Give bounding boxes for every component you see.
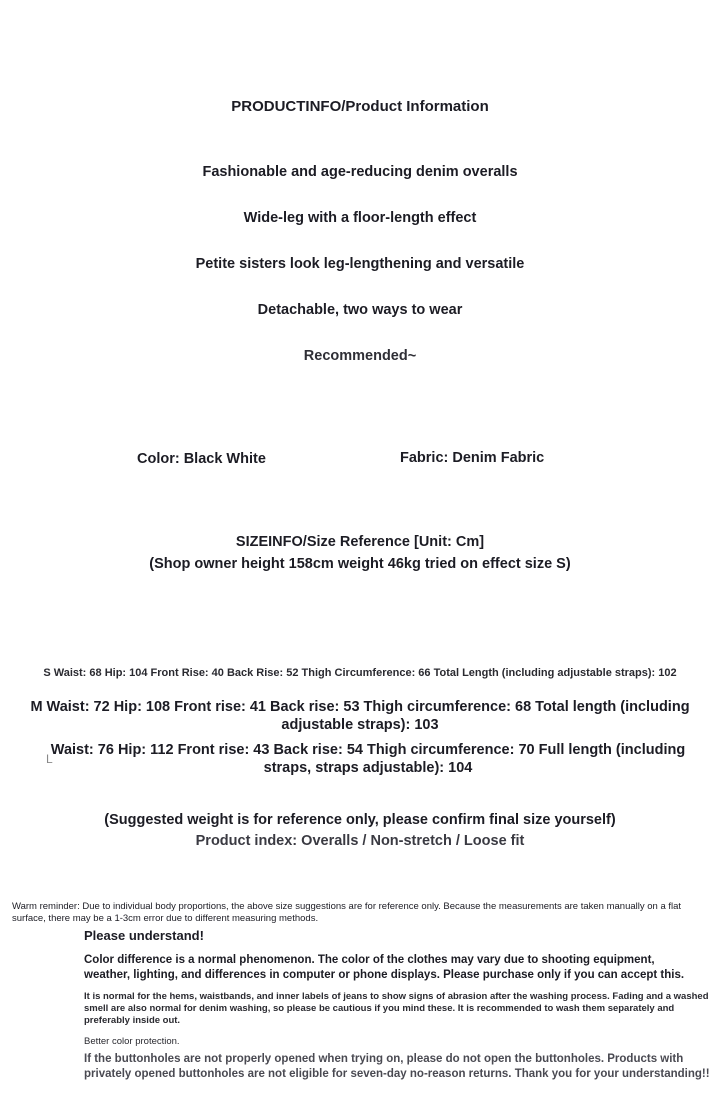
size-s-row: S Waist: 68 Hip: 104 Front Rise: 40 Back Rise: 52 Thigh Circumference: 66 Total Length (including adjustable straps): 102 <box>43 667 677 679</box>
color-info: Color: Black White <box>137 451 266 467</box>
hems-note: It is normal for the hems, waistbands, and inner labels of jeans to show signs of abrasion after the washing process. Fading and a washed smell are also normal for denim washing, so please be cautious if you mind these. It is recommended to wash them separately and preferably inside out. <box>84 991 709 1026</box>
feature-line: Detachable, two ways to wear <box>257 302 463 318</box>
better-color-note: Better color protection. <box>84 1036 180 1047</box>
buttonholes-note: If the buttonholes are not properly opened when trying on, please do not open the buttonholes. Products with privately opened buttonholes are not eligible for seven-day no-reason returns. Thank you for your understanding!! <box>84 1053 710 1080</box>
warm-reminder: Warm reminder: Due to individual body proportions, the above size suggestions are for reference only. Because the measurements are taken manually on a flat surface, there may be a 1-3cm error due to different measuring methods. <box>12 901 682 924</box>
color-difference-note: Color difference is a normal phenomenon. The color of the clothes may vary due to shooting equipment, weather, lighting, and differences in computer or phone displays. Please purchase only if you can accept this. <box>84 954 685 981</box>
size-l-mark: L <box>46 752 53 766</box>
size-suggestion: (Suggested weight is for reference only, please confirm final size yourself) <box>104 812 616 828</box>
size-m-row: M Waist: 72 Hip: 108 Front rise: 41 Back rise: 53 Thigh circumference: 68 Total length (including adjustable straps): 103 <box>30 699 690 733</box>
feature-line: Fashionable and age-reducing denim overalls <box>202 164 518 180</box>
size-info-title: SIZEINFO/Size Reference [Unit: Cm] <box>235 534 485 550</box>
size-l-row: Waist: 76 Hip: 112 Front rise: 43 Back rise: 54 Thigh circumference: 70 Full length (including straps, straps adjustable): 104 <box>50 742 686 776</box>
please-understand: Please understand! <box>84 928 204 943</box>
product-index: Product index: Overalls / Non-stretch / Loose fit <box>195 833 525 849</box>
feature-line: Wide-leg with a floor-length effect <box>243 210 477 226</box>
product-info-title: PRODUCTINFO/Product Information <box>231 98 489 115</box>
fabric-info: Fabric: Denim Fabric <box>400 450 545 466</box>
size-info-subtitle: (Shop owner height 158cm weight 46kg tried on effect size S) <box>149 556 571 572</box>
feature-line: Petite sisters look leg-lengthening and versatile <box>195 256 525 272</box>
feature-line: Recommended~ <box>303 348 417 364</box>
